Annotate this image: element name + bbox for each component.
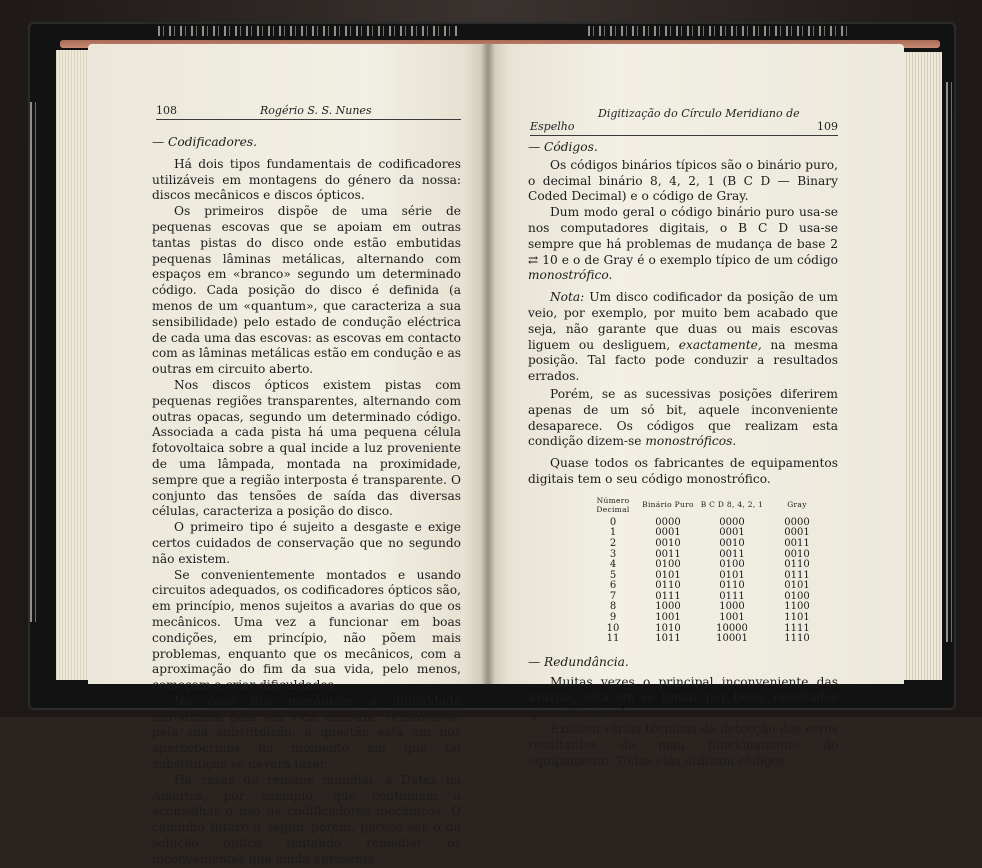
- paragraph: Muitas vezes o principal inconveniente das avarias, está em se tomar por bons, resultados que estão errados.: [528, 674, 838, 721]
- table-cell: 1000: [719, 601, 745, 613]
- table-cell: 1: [609, 527, 617, 539]
- table-cell: 1111: [784, 622, 810, 634]
- table-cell: 0011: [719, 548, 745, 560]
- table-cell: 0110: [655, 580, 681, 592]
- table-header-row: [588, 496, 828, 518]
- left-running-head: Rogério S. S. Nunes: [260, 104, 372, 117]
- right-running-head: Digitização do Círculo Meridiano de Espelho: [530, 107, 800, 133]
- table-cell: 1101: [784, 612, 810, 624]
- column-header: Gray: [787, 500, 807, 510]
- table-cell: 0001: [784, 527, 810, 539]
- left-page-number: 108: [156, 104, 177, 117]
- column-header: Número Decimal: [596, 495, 630, 514]
- right-running-header: [530, 107, 838, 136]
- table-cell: 3: [609, 548, 617, 560]
- table-cell: 1110: [784, 633, 810, 645]
- table-cell: 0101: [719, 569, 745, 581]
- left-running-header: [156, 104, 461, 120]
- table-cell: 0010: [784, 548, 810, 560]
- paragraph: Há casas de renome mundial, a Datex na América, por exemplo, que continuam a aconselhar o uso de codificadores mecânicos. O caminho futuro a seguir porém, parece ser o da solução óptica tentando remediar os inconvenientes que ainda apresenta.: [152, 772, 461, 866]
- paragraph: No caso dos mecânicos a dificuldade introduzida pela sua vida limitada, remedeia-se pela sua substituição; a questão está em nos apercebermos do momento em que tal substituição se deverá fazer.: [152, 693, 461, 772]
- table-cell: 1000: [655, 601, 681, 613]
- paragraph-nota: Nota: Um disco codificador da posição de um veio, por exemplo, por muito bem acabado que seja, não garante que duas ou mais escovas liguem ou desliguem, exactamente, na mesma posição. Tal facto pode conduzir a resultados errados.: [528, 290, 838, 384]
- table-cell: 0001: [719, 527, 745, 539]
- paragraph: Nos discos ópticos existem pistas com pequenas regiões transparentes, alternando com outras opacas, segundo um determinado código. Associada a cada pista há uma pequena célula fotovoltaica sobre a qual incide a luz proveniente de uma lâmpada, montada na proximidade, sempre que a região interposta é transparente. O conjunto das tensões de saída das diversas células, caracteriza a posição do disco.: [152, 377, 461, 519]
- section-heading-codificadores: — Codificadores.: [152, 135, 257, 149]
- codes-table-body: [588, 518, 828, 645]
- section-heading-codigos: — Códigos.: [528, 140, 598, 154]
- paragraph: Os primeiros dispõe de uma série de pequenas escovas que se apoiam em outras tantas pistas do disco onde estão embutidas pequenas lâminas metálicas, alternando com espaços em «branco» segundo um determinado código. Cada posição do disco é definida (a menos de um «quantum», que caracteriza a sua sensibilidade) pelo estado de condução eléctrica de cada uma das escovas: as escovas em contacto com as lâminas metálicas estão em condução e as outras em circuito aberto.: [152, 204, 461, 377]
- paragraph: Se convenientemente montados e usando circuitos adequados, os codificadores ópticos são, em princípio, menos sujeitos a avarias do que os mecânicos. Uma vez a funcionar em boas condições, em princípio, não põem mais problemas, enquanto que os mecânicos, com a aproximação do fim da sua vida, pelo menos, começam a criar dificuldades.: [152, 567, 461, 693]
- table-cell: 0110: [719, 580, 745, 592]
- table-cell: 0100: [655, 559, 681, 571]
- codes-table: [588, 496, 828, 645]
- page-edges-left: [56, 50, 88, 680]
- table-cell: 0101: [784, 580, 810, 592]
- paragraph: O primeiro tipo é sujeito a desgaste e exige certos cuidados de conservação que no segundo não existem.: [152, 520, 461, 566]
- table-cell: 1001: [655, 612, 681, 624]
- table-row: [588, 539, 828, 550]
- table-cell: 2: [609, 537, 617, 549]
- right-page-number: 109: [817, 120, 838, 133]
- table-cell: 1010: [655, 622, 681, 634]
- page-edges-right: [904, 52, 942, 680]
- table-cell: 0111: [784, 569, 810, 581]
- table-cell: 0011: [655, 548, 681, 560]
- table-row: [588, 634, 828, 645]
- table-cell: 0101: [655, 569, 681, 581]
- paragraph: Porém, se as sucessivas posições diferirem apenas de um só bit, aquele inconveniente desaparece. Os códigos que realizam esta condição dizem-se monostróficos.: [528, 386, 838, 449]
- left-page-body: [152, 135, 461, 868]
- table-cell: 0000: [784, 516, 810, 528]
- table-cell: 0000: [719, 516, 745, 528]
- paragraph: Há dois tipos fundamentais de codificadores utilizáveis em montagens do género da nossa: discos mecânicos e discos ópticos.: [152, 156, 461, 203]
- table-cell: 0111: [719, 590, 745, 602]
- table-cell: 10001: [716, 633, 748, 645]
- table-cell: 0011: [784, 537, 810, 549]
- column-header: B C D 8, 4, 2, 1: [700, 500, 764, 510]
- column-header: Binário Puro: [642, 500, 694, 510]
- table-cell: 1011: [655, 633, 681, 645]
- table-cell: 0111: [655, 590, 681, 602]
- table-cell: 0010: [655, 537, 681, 549]
- table-cell: 0100: [719, 559, 745, 571]
- table-cell: 6: [609, 580, 617, 592]
- book-gutter: [481, 44, 495, 684]
- section-heading-redundancia: — Redundância.: [528, 654, 629, 669]
- table-cell: 7: [609, 590, 617, 602]
- table-cell: 4: [609, 559, 617, 571]
- table-cell: 0000: [655, 516, 681, 528]
- table-cell: 11: [606, 633, 620, 645]
- right-page-body: [528, 140, 838, 769]
- table-cell: 0010: [719, 537, 745, 549]
- table-cell: 0001: [655, 527, 681, 539]
- table-cell: 9: [609, 612, 617, 624]
- paragraph: Os códigos binários típicos são o binário puro, o decimal binário 8, 4, 2, 1 (B C D — Binary Coded Decimal) e o código de Gray.: [528, 157, 838, 204]
- table-cell: 1100: [784, 601, 810, 613]
- table-cell: 1001: [719, 612, 745, 624]
- table-cell: 10: [606, 622, 620, 634]
- table-cell: 0100: [784, 590, 810, 602]
- table-cell: 5: [609, 569, 617, 581]
- table-cell: 0110: [784, 559, 810, 571]
- paragraph: Quase todos os fabricantes de equipamentos digitais tem o seu código monostrófico.: [528, 456, 838, 486]
- table-cell: 8: [609, 601, 617, 613]
- table-cell: 10000: [716, 622, 748, 634]
- paragraph: Existem várias técnicas de detecção dos erros resultantes do mau funcionamento do equipamento. Todas elas utilizam códigos: [528, 722, 838, 768]
- table-cell: 0: [609, 516, 617, 528]
- paragraph: Dum modo geral o código binário puro usa-se nos computadores digitais, o B C D usa-se sempre que há problemas de mudança de base 2 ⇄ 10 e o de Gray é o exemplo típico de um código monostrófico.: [528, 205, 838, 283]
